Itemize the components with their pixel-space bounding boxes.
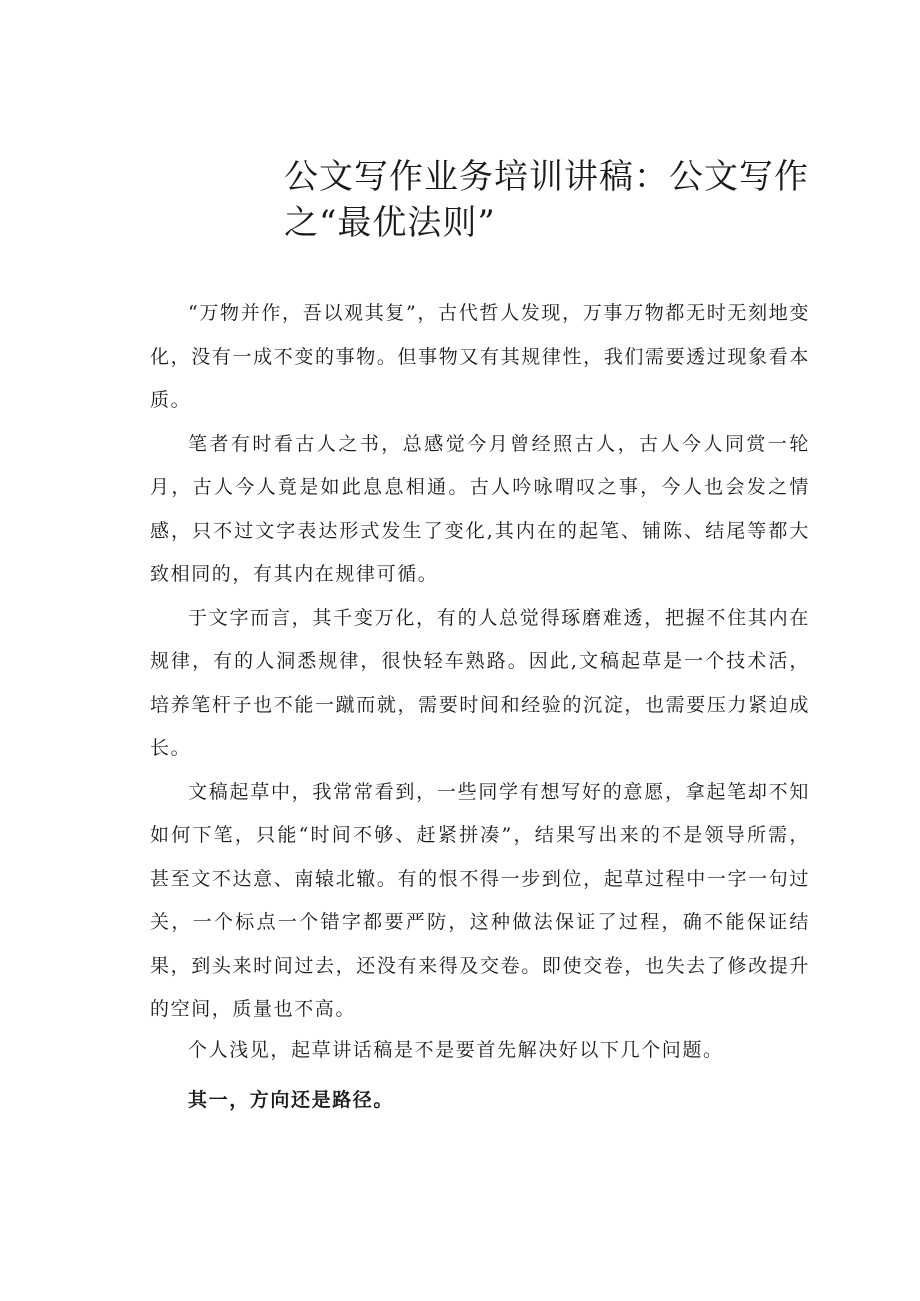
paragraph-1: “万物并作，吾以观其复”，古代哲人发现，万事万物都无时无刻地变化，没有一成不变的事物。但事物又有其规律性，我们需要透过现象看本质。: [150, 302, 810, 411]
paragraph-4: 文稿起草中，我常常看到，一些同学有想写好的意愿，拿起笔却不知如何下笔，只能“时间不够、赶紧拼凑”，结果写出来的不是领导所需，甚至文不达意、南辕北辙。有的恨不得一步到位，起草过程中一字一句过关，一个标点一个错字都要严防，这种做法保证了过程，确不能保证结果，到头来时间过去，还没有来得及交卷。即使交卷，也失去了修改提升的空间，质量也不高。: [150, 780, 810, 1020]
paragraph-3: 于文字而言，其千变万化，有的人总觉得琢磨难透，把握不住其内在规律，有的人洞悉规律，很快轻车熟路。因此,文稿起草是一个技术活，培养笔杆子也不能一蹴而就，需要时间和经验的沉淀，也需要压力紧迫成长。: [150, 606, 810, 759]
section-heading: 其一，方向还是路径。: [188, 1088, 395, 1111]
paragraph-5: 个人浅见，起草讲话稿是不是要首先解决好以下几个问题。: [188, 1038, 724, 1061]
document-title: 公文写作业务培训讲稿：公文写作之“最优法则”: [284, 157, 809, 243]
paragraph-2: 笔者有时看古人之书，总感觉今月曾经照古人，古人今人同赏一轮月，古人今人竟是如此息息相通。古人吟咏喟叹之事，今人也会发之情感，只不过文字表达形式发生了变化,其内在的起笔、铺陈、结尾等都大致相同的，有其内在规律可循。: [150, 432, 810, 585]
document-body: [150, 292, 810, 1120]
